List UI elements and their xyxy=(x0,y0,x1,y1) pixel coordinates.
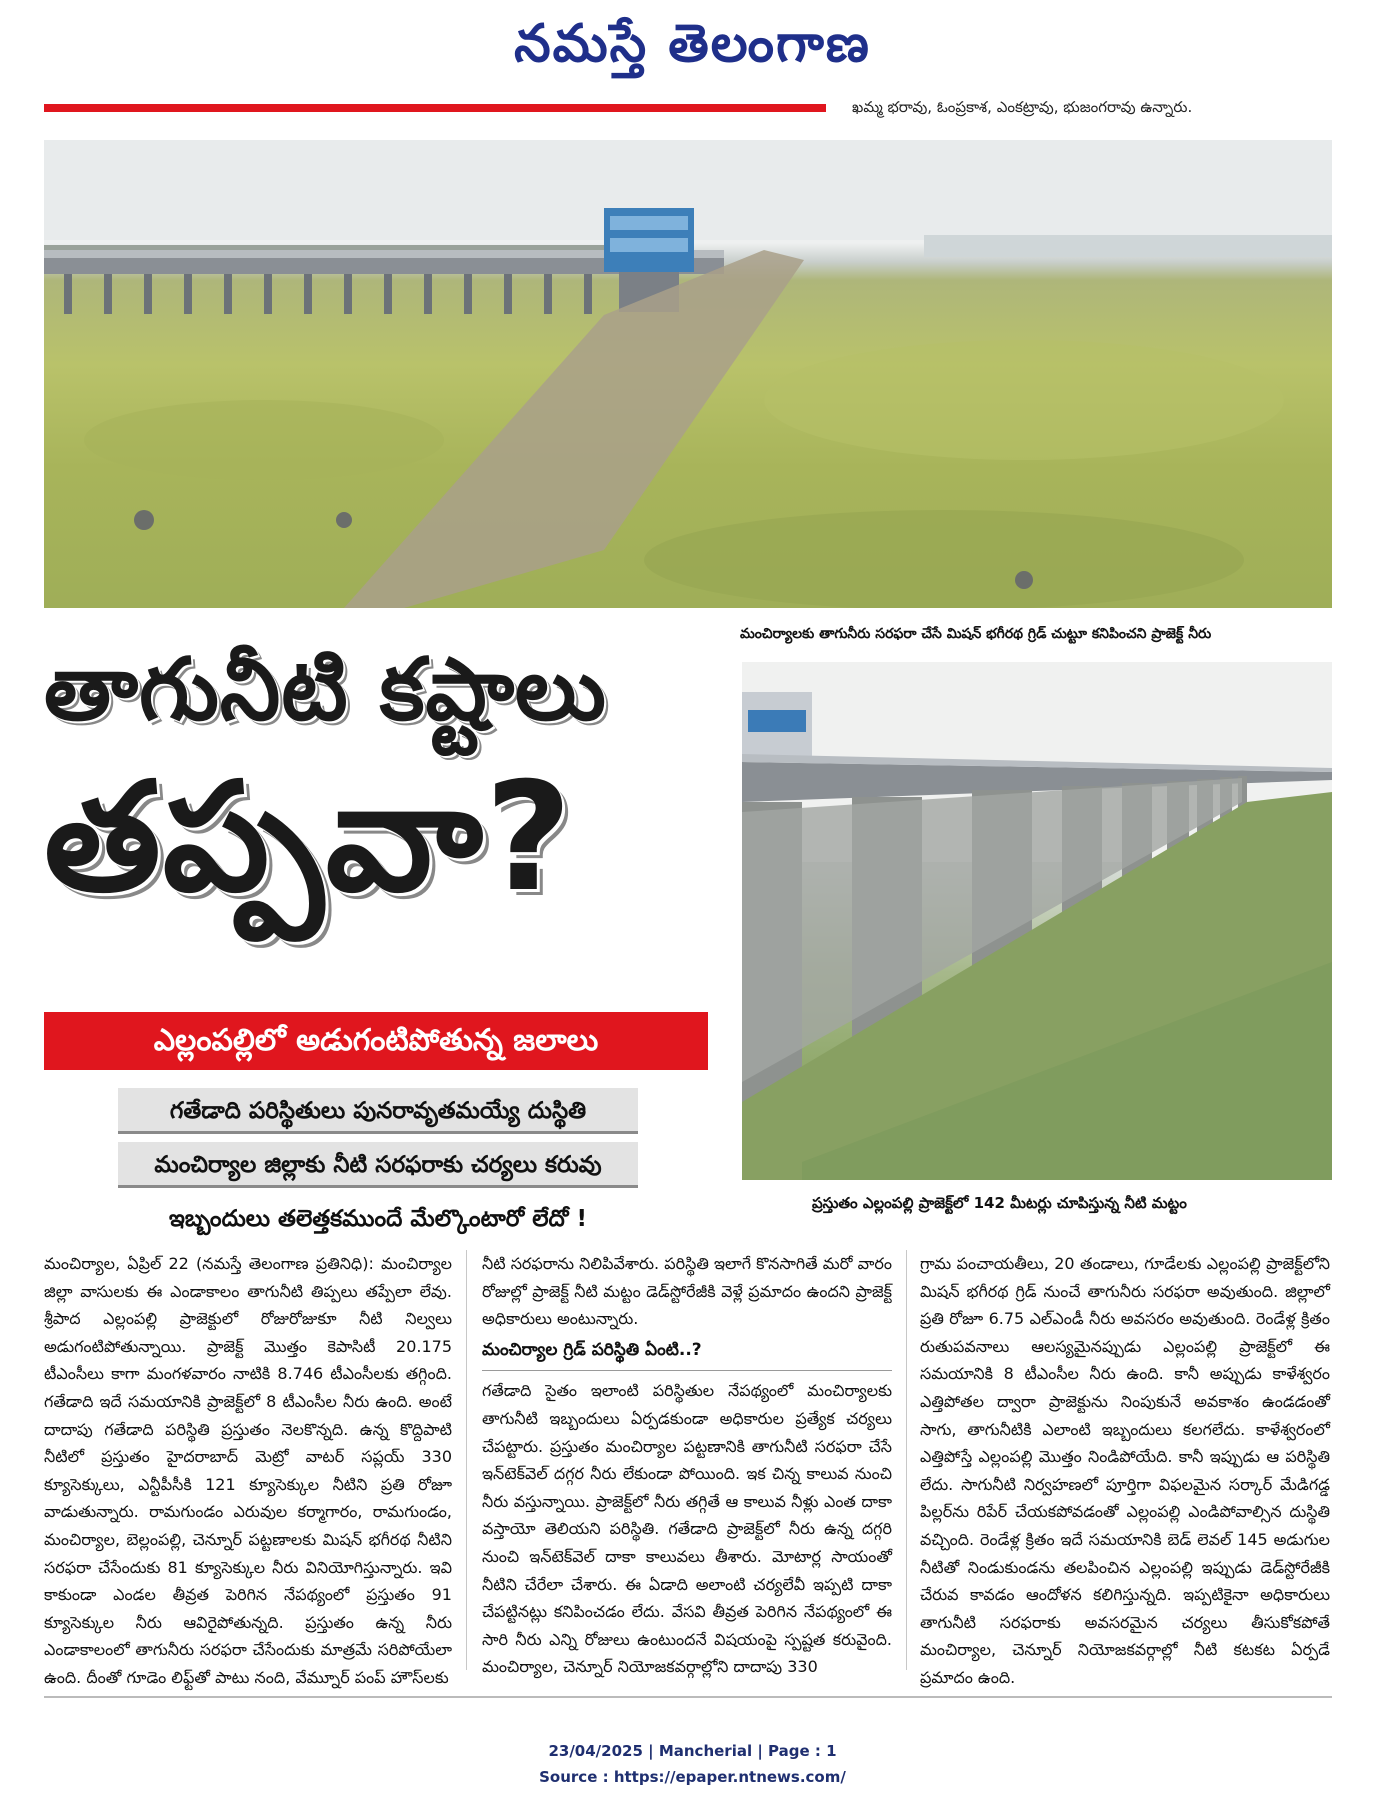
dam-photo-caption: ప్రస్తుతం ఎల్లంపల్లి ప్రాజెక్ట్‌లో 142 మీటర్లు చూపిస్తున్న నీటి మట్టం xyxy=(812,1194,1187,1212)
reservoir-bed-photo xyxy=(44,140,1332,608)
article-subheading: మంచిర్యాల గ్రిడ్ పరిస్థితి ఏంటి..? xyxy=(482,1337,892,1372)
red-kicker-banner: ఎల్లంపల్లిలో అడుగంటిపోతున్న జలాలు xyxy=(44,1012,708,1070)
article-paragraph: గ్రామ పంచాయతీలు, 20 తండాలు, గూడేలకు ఎల్లంపల్లి ప్రాజెక్ట్‌లోని మిషన్ భగీరథ గ్రిడ్ నుంచే తాగునీరు సరఫరా అవుతుంది. జిల్లాలో ప్రతి రోజూ 6.75 ఎల్ఎండీ నీరు అవసరం అవుతుంది. రెండేళ్ల క్రితం రుతుపవనాలు ఆలస్యమైనప్పుడు ఎల్లంపల్లి ప్రాజెక్ట్‌లో ఈ సమయానికి 8 టీఎంసీల నీరు ఉంది. కానీ అప్పుడు కాళేశ్వరం ఎత్తిపోతల ద్వారా ప్రాజెక్టును నింపుకునే అవకాశం ఉండడంతో సాగు, తాగునీటికి ఎలాంటి ఇబ్బందులు కలగలేదు. కాళేశ్వరంలో ఎత్తిపోస్తే ఎల్లంపల్లి మొత్తం నిండిపోయేది. కానీ ఇప్పుడు ఆ పరిస్థితి లేదు. సాగునీటి నిర్వహణలో పూర్తిగా విఫలమైన సర్కార్ మేడిగడ్డ పిల్లర్‌ను రిపేర్ చేయకపోవడంతో ఎల్లంపల్లి ఎండిపోవాల్సిన దుస్థితి వచ్చింది. రెండేళ్ల క్రితం ఇదే సమయానికి బెడ్ లెవల్ 145 అడుగుల నీటితో నిండుకుండను తలపించిన ఎల్లంపల్లి ఇప్పుడు డెడ్‌స్టోరేజీకి చేరువ కావడం ఆందోళన కలిగిస్తున్నది. ఇప్పటికైనా అధికారులు తాగునీటి సరఫరాకు అవసరమైన చర్యలు తీసుకోకపోతే మంచిర్యాల, చెన్నూర్ నియోజకవర్గాల్లో నీటి కటకట ఏర్పడే ప్రమాదం ఉంది. xyxy=(920,1254,1330,1687)
article-column-3 xyxy=(920,1250,1330,1692)
masthead-title: నమస్తే తెలంగాణ xyxy=(514,13,871,74)
top-photo-caption: మంచిర్యాలకు తాగునీరు సరఫరా చేసే మిషన్ భగీరథ గ్రిడ్ చుట్టూ కనిపించని ప్రాజెక్ట్ నీరు xyxy=(740,626,1212,642)
subheadline-3: ఇబ్బందులు తలెత్తకముందే మేల్కొంటారో లేదో ! xyxy=(118,1196,638,1242)
masthead-red-rule xyxy=(44,104,826,112)
continued-text-strip: ఖమ్మ భరావు, ఓంప్రకాశ, ఎంకట్రావు, భుజంగరావు ఉన్నారు. xyxy=(852,98,1193,116)
dam-water-level-photo xyxy=(742,662,1332,1180)
article-paragraph: నీటి సరఫరాను నిలిపివేశారు. పరిస్థితి ఇలాగే కొనసాగితే మరో వారం రోజుల్లో ప్రాజెక్ట్ నీటి మట్టం డెడ్‌స్టోరేజీకి వెళ్లే ప్రమాదం ఉందని ప్రాజెక్ట్ అధికారులు అంటున్నారు. xyxy=(482,1254,892,1329)
reservoir-bed-illustration xyxy=(44,140,1332,608)
article-column-2 xyxy=(482,1250,892,1681)
article-column-1 xyxy=(44,1250,452,1692)
subheadline-1: గతేడాది పరిస్థితులు పునరావృతమయ్యే దుస్థితి xyxy=(118,1088,638,1134)
footer-rule xyxy=(44,1696,1332,1698)
footer-edition-info: 23/04/2025 | Mancherial | Page : 1 xyxy=(548,1742,837,1760)
headline-line-2: తప్పవా? xyxy=(44,751,574,925)
column-divider xyxy=(466,1250,467,1670)
article-paragraph: గతేడాది సైతం ఇలాంటి పరిస్థితుల నేపథ్యంలో మంచిర్యాలకు తాగునీటి ఇబ్బందులు ఏర్పడకుండా అధికారుల ప్రత్యేక చర్యలు చేపట్టారు. ప్రస్తుతం మంచిర్యాల పట్టణానికి తాగునీటి సరఫరా చేసే ఇన్‌టెక్‌వెల్ దగ్గర నీరు లేకుండా పోయింది. ఇక చిన్న కాలువ నుంచి నీరు వస్తున్నాయి. ప్రాజెక్ట్‌లో నీరు తగ్గితే ఆ కాలువ నీళ్లు ఎంత దాకా వస్తాయో తెలియని పరిస్థితి. గతేడాది ప్రాజెక్ట్‌లో నీరు ఉన్న దగ్గరి నుంచి ఇన్‌టెక్‌వెల్ దాకా కాలువలు తీశారు. మోటార్ల సాయంతో నీటిని చేరేలా చేశారు. ఈ ఏడాది అలాంటి చర్యలేవీ ఇప్పటి దాకా చేపట్టినట్లు కనిపించడం లేదు. వేసవి తీవ్రత పెరిగిన నేపథ్యంలో ఈ సారి నీరు ఎన్ని రోజులు ఉంటుందనే విషయంపై స్పష్టత కరువైంది. మంచిర్యాల, చెన్నూర్ నియోజకవర్గాల్లోని దాదాపు 330 xyxy=(482,1381,892,1677)
headline-line-1: తాగునీటి కష్టాలు xyxy=(44,640,607,740)
subheadline-2: మంచిర్యాల జిల్లాకు నీటి సరఫరాకు చర్యలు కరువు xyxy=(118,1142,638,1188)
footer-source-link[interactable]: Source : https://epaper.ntnews.com/ xyxy=(539,1768,846,1786)
article-paragraph: మంచిర్యాల, ఏప్రిల్ 22 (నమస్తే తెలంగాణ ప్రతినిధి): మంచిర్యాల జిల్లా వాసులకు ఈ ఎండాకాలం తాగునీటి తిప్పలు తప్పేలా లేవు. శ్రీపాద ఎల్లంపల్లి ప్రాజెక్టులో రోజురోజుకూ నీటి నిల్వలు అడుగంటిపోతున్నాయి. ప్రాజెక్ట్ మొత్తం కెపాసిటీ 20.175 టీఎంసీలు కాగా మంగళవారం నాటికి 8.746 టీఎంసీలకు తగ్గింది. గతేడాది ఇదే సమయానికి ప్రాజెక్ట్‌లో 8 టీఎంసీల నీరు ఉంది. అంటే దాదాపు గతేడాది పరిస్థితి ప్రస్తుతం నెలకొన్నది. ఉన్న కొద్దిపాటి నీటిలో ప్రస్తుతం హైదరాబాద్ మెట్రో వాటర్ సప్లయ్ 330 క్యూసెక్కులు, ఎన్టీపీసీకి 121 క్యూసెక్కుల నీటిని ప్రతి రోజూ వాడుతున్నారు. రామగుండం ఎరువుల కర్మాగారం, రామగుండం, మంచిర్యాల, బెల్లంపల్లి, చెన్నూర్ పట్టణాలకు మిషన్ భగీరథ నీటిని సరఫరా చేసేందుకు 81 క్యూసెక్కుల నీరు వినియోగిస్తున్నారు. ఇవి కాకుండా ఎండల తీవ్రత పెరిగిన నేపథ్యంలో ప్రస్తుతం 91 క్యూసెక్కుల నీరు ఆవిరైపోతున్నది. ప్రస్తుతం ఉన్న నీరు ఎండాకాలంలో తాగునీరు సరఫరా చేసేందుకు మాత్రమే సరిపోయేలా ఉంది. దీంతో గూడెం లిఫ్ట్‌తో పాటు నంది, వేమ్నూర్ పంప్ హౌస్‌లకు xyxy=(44,1254,452,1687)
column-divider xyxy=(906,1250,907,1670)
dam-illustration xyxy=(742,662,1332,1180)
